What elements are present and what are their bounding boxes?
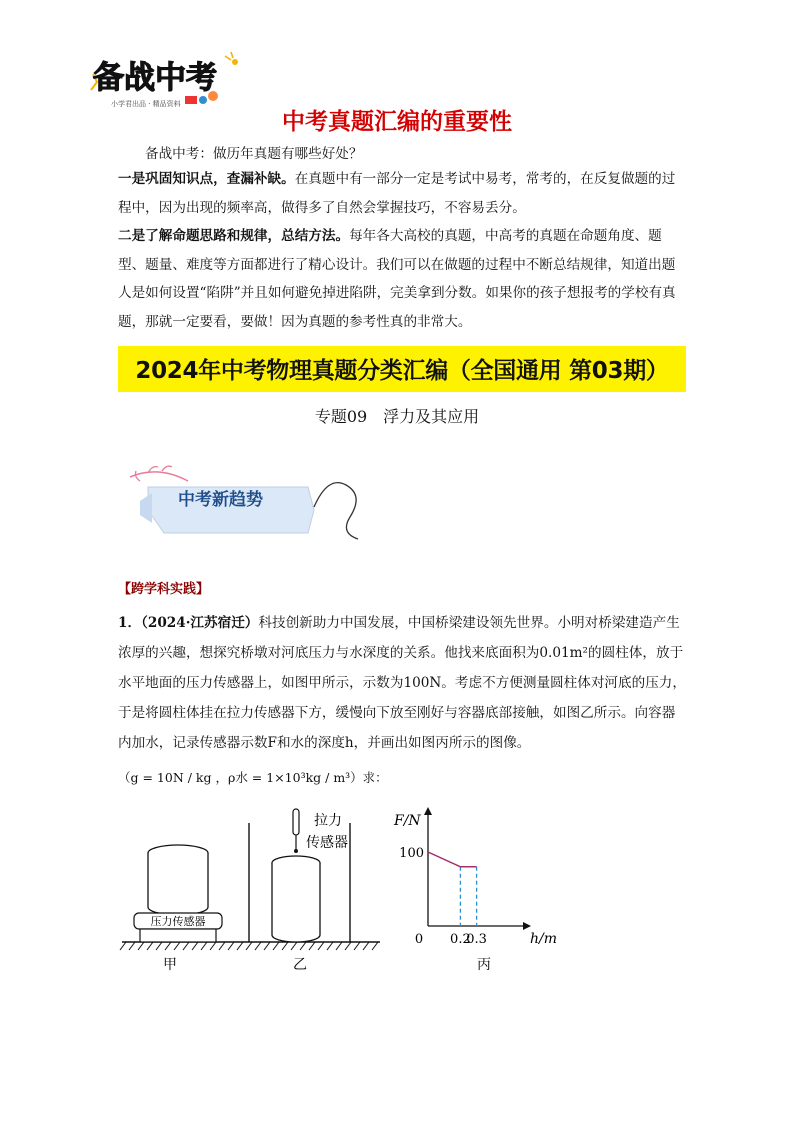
yi-cylinder-body — [272, 863, 320, 942]
intro-point-1-body: 在真题中有一部分一定是考试中易考，常考的，在反复做题的过程中，因为出现的频率高，做得多了自然会掌握技巧，不容易丢分。 — [118, 171, 676, 216]
topic-subtitle: 专题09 浮力及其应用 — [314, 407, 480, 426]
chart-x-axis-arrow — [523, 922, 531, 930]
experiment-figure — [118, 805, 578, 985]
intro-point-2-heading: 二是了解命题思路和规律，总结方法。 — [118, 228, 350, 244]
given-values: （g = 10N / kg ，ρ水 = 1×10³kg / m³）求： — [118, 770, 388, 785]
chart-x-tick-label: 0.2 — [450, 932, 471, 947]
yi-sensor-label-2: 传感器 — [306, 835, 348, 851]
bing-caption: 丙 — [477, 957, 491, 973]
intro-point-2 — [118, 222, 678, 336]
intro-question-text: 备战中考：做历年真题有哪些好处？ — [145, 146, 363, 162]
intro-point-2-body: 每年各大高校的真题，中高考的真题在命题角度、题型、题量、难度等方面都进行了精心设计。我们可以在做题的过程中不断总结规律，知道出题人是如何设置“陷阱”并且如何避免掉进陷阱，完美拿到分数。如果你的孩子想报考的学校有真题，那就一定要看，要做！因为真题的参考性真的非常大。 — [118, 228, 676, 330]
jia-caption: 甲 — [163, 957, 177, 973]
page-heading: 中考真题汇编的重要性 — [282, 109, 512, 135]
section-tag: 【跨学科实践】 — [118, 582, 210, 597]
question-source: （2024·江苏宿迁） — [141, 615, 259, 631]
logo-text: 备战中考 — [93, 60, 217, 96]
chart-x-tick-label: 0 — [414, 932, 424, 947]
question-text: 科技创新助力中国发展，中国桥梁建设领先世界。小明对桥梁建造产生浓厚的兴趣，想探究桥墩对河底压力与水深度的关系。他找来底面积为0.01m²的圆柱体，放于水平地面的压力传感器上，如图甲所示，示数为100N。考虑不方便测量圆柱体对河底的压力，于是将圆柱体挂在拉力传感器下方，缓慢向下放至刚好与容器底部接触，如图乙所示。向容器内加水，记录传感器示数F和水的深度h，并画出如图丙所示的图像。 — [118, 615, 686, 751]
banner-title: 2024年中考物理真题分类汇编（全国通用 第03期） — [135, 358, 669, 384]
chart-y-axis-arrow — [424, 807, 432, 815]
chart-y-axis-label: F/N — [394, 813, 421, 829]
question-number: 1． — [118, 615, 142, 631]
yi-tension-sensor — [293, 809, 299, 835]
question-1 — [118, 608, 688, 758]
chart-series-line — [428, 852, 477, 867]
diagram-yi — [249, 809, 350, 973]
diagram-jia — [134, 845, 222, 973]
yi-sensor-label-1: 拉力 — [314, 813, 342, 829]
chart-x-axis-label: h/m — [530, 931, 558, 947]
logo-subtext: 小学君出品 · 精品资料 — [111, 100, 181, 108]
yi-caption: 乙 — [293, 957, 307, 973]
diagram-bing-chart — [393, 807, 557, 947]
trend-label: 中考新趋势 — [178, 490, 263, 510]
intro-point-1-heading: 一是巩固知识点，查漏补缺。 — [118, 171, 295, 187]
jia-sensor-label: 压力传感器 — [150, 915, 206, 928]
chart-y-tick-label: 100 — [399, 846, 424, 861]
chart-x-tick-label: 0.3 — [466, 932, 487, 947]
ground — [120, 942, 380, 950]
intro-point-1 — [118, 165, 678, 222]
jia-cylinder-body — [148, 853, 208, 915]
